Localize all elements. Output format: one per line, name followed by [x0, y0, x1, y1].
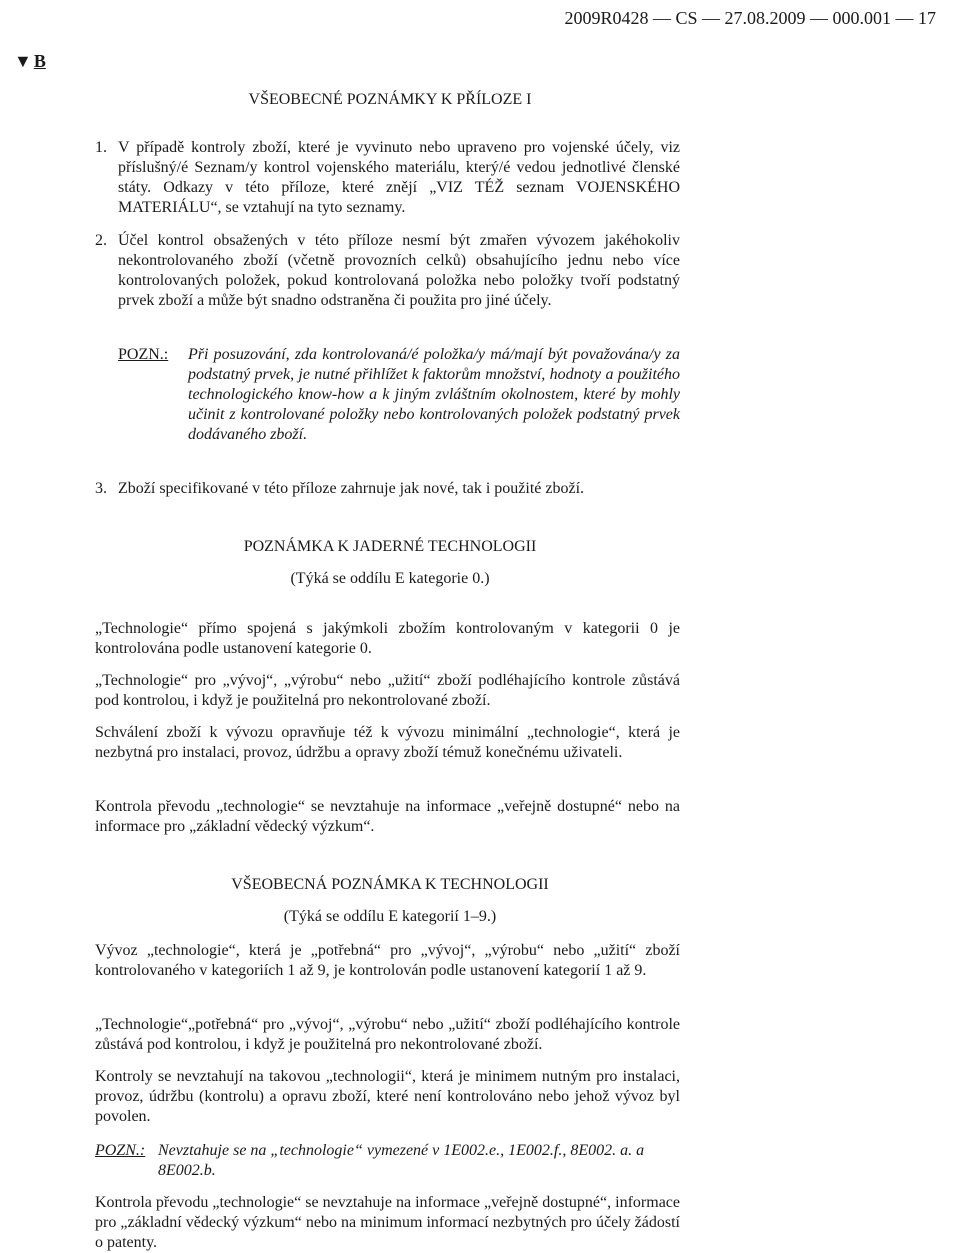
nuclear-paragraph-3: Schválení zboží k vývozu opravňuje též k vývozu minimální „technologie“, která je nezbytná pro instalaci, provoz, údržbu a opravy zboží témuž konečnému uživateli. [95, 724, 680, 761]
technology-title: VŠEOBECNÁ POZNÁMKA K TECHNOLOGII [231, 876, 549, 893]
amendment-marker [14, 51, 46, 71]
technology-paragraph-1: Vývoz „technologie“, která je „potřebná“ pro „vývoj“, „výrobu“ nebo „užití“ zboží kontrolovaného v kategoriích 1 až 9, je kontrolován podle ustanovení kategorií 1 až 9. [95, 942, 680, 979]
nuclear-technology-subtitle: (Týká se oddílu E kategorie 0.) [290, 570, 490, 587]
note-2-text: Nevztahuje se na „technologie“ vymezené v 1E002.e., 1E002.f., 8E002. a. a 8E002.b. [158, 1142, 645, 1179]
item-2-number: 2. [95, 232, 107, 249]
technology-paragraph-3: Kontroly se nevztahují na takovou „technologii“, která je minimem nutným pro instalaci, provoz, údržbu (kontrolu) a opravu zboží, které není kontrolováno nebo jehož vývoz byl povolen. [95, 1068, 680, 1125]
note-2-label: POZN.: [95, 1142, 146, 1159]
document-reference: 2009R0428 — CS — 27.08.2009 — 000.001 — 17 [564, 8, 936, 28]
general-notes-title: VŠEOBECNÉ POZNÁMKY K PŘÍLOZE I [248, 91, 532, 108]
item-3-text: Zboží specifikované v této příloze zahrnuje jak nové, tak i použité zboží. [118, 480, 585, 497]
item-1-text: V případě kontroly zboží, které je vyvinuto nebo upraveno pro vojenské účely, viz příslušný/é Seznam/y kontrol vojenského materiálu, který/é vedou jednotlivé členské státy. Odkazy v této příloze, které znějí „VIZ TÉŽ seznam VOJENSKÉHO MATERIÁLU“, se vztahují na tyto seznamy. [118, 139, 680, 216]
item-2-text: Účel kontrol obsažených v této příloze nesmí být zmařen vývozem jakéhokoliv nekontrolovaného zboží (včetně provozních celků) obsahujícího jednu nebo více kontrolovaných položek, pokud kontrolovaná položka nebo položky tvoří podstatný prvek zboží a může být snadno odstraněna či použita pro jiné účely. [118, 232, 680, 309]
technology-paragraph-4: Kontrola převodu „technologie“ se nevztahuje na informace „veřejně dostupné“, informace pro „základní vědecký výzkum“ nebo na minimum informací nezbytných pro účely žádostí o patenty. [95, 1194, 680, 1251]
amendment-letter: B [33, 51, 46, 71]
triangle-down-icon: ▼ [14, 51, 32, 71]
technology-paragraph-2: „Technologie“„potřebná“ pro „vývoj“, „výrobu“ nebo „užití“ zboží podléhajícího kontrole zůstává pod kontrolou, i když je použitelná pro nekontrolované zboží. [95, 1016, 680, 1053]
note-1-label: POZN.: [118, 346, 169, 363]
item-3-number: 3. [95, 480, 107, 497]
technology-subtitle: (Týká se oddílu E kategorií 1–9.) [283, 908, 497, 925]
nuclear-paragraph-1: „Technologie“ přímo spojená s jakýmkoli zbožím kontrolovaným v kategorii 0 je kontrolována podle ustanovení kategorie 0. [95, 620, 680, 657]
nuclear-paragraph-2: „Technologie“ pro „vývoj“, „výrobu“ nebo „užití“ zboží podléhajícího kontrole zůstává pod kontrolou, i když je použitelná pro nekontrolované zboží. [95, 672, 680, 709]
item-1-number: 1. [95, 139, 107, 156]
nuclear-technology-title: POZNÁMKA K JADERNÉ TECHNOLOGII [243, 538, 537, 555]
nuclear-paragraph-4: Kontrola převodu „technologie“ se nevztahuje na informace „veřejně dostupné“ nebo na informace pro „základní vědecký výzkum“. [95, 798, 680, 835]
note-1-text: Při posuzování, zda kontrolovaná/é položka/y má/mají být považována/y za podstatný prvek, je nutné přihlížet k faktorům množství, hodnoty a použitého technologického know-how a k jiným zvláštním okolnostem, které by mohly učinit z kontrolované položky nebo kontrolovaných položek podstatný prvek dodávaného zboží. [188, 346, 680, 443]
